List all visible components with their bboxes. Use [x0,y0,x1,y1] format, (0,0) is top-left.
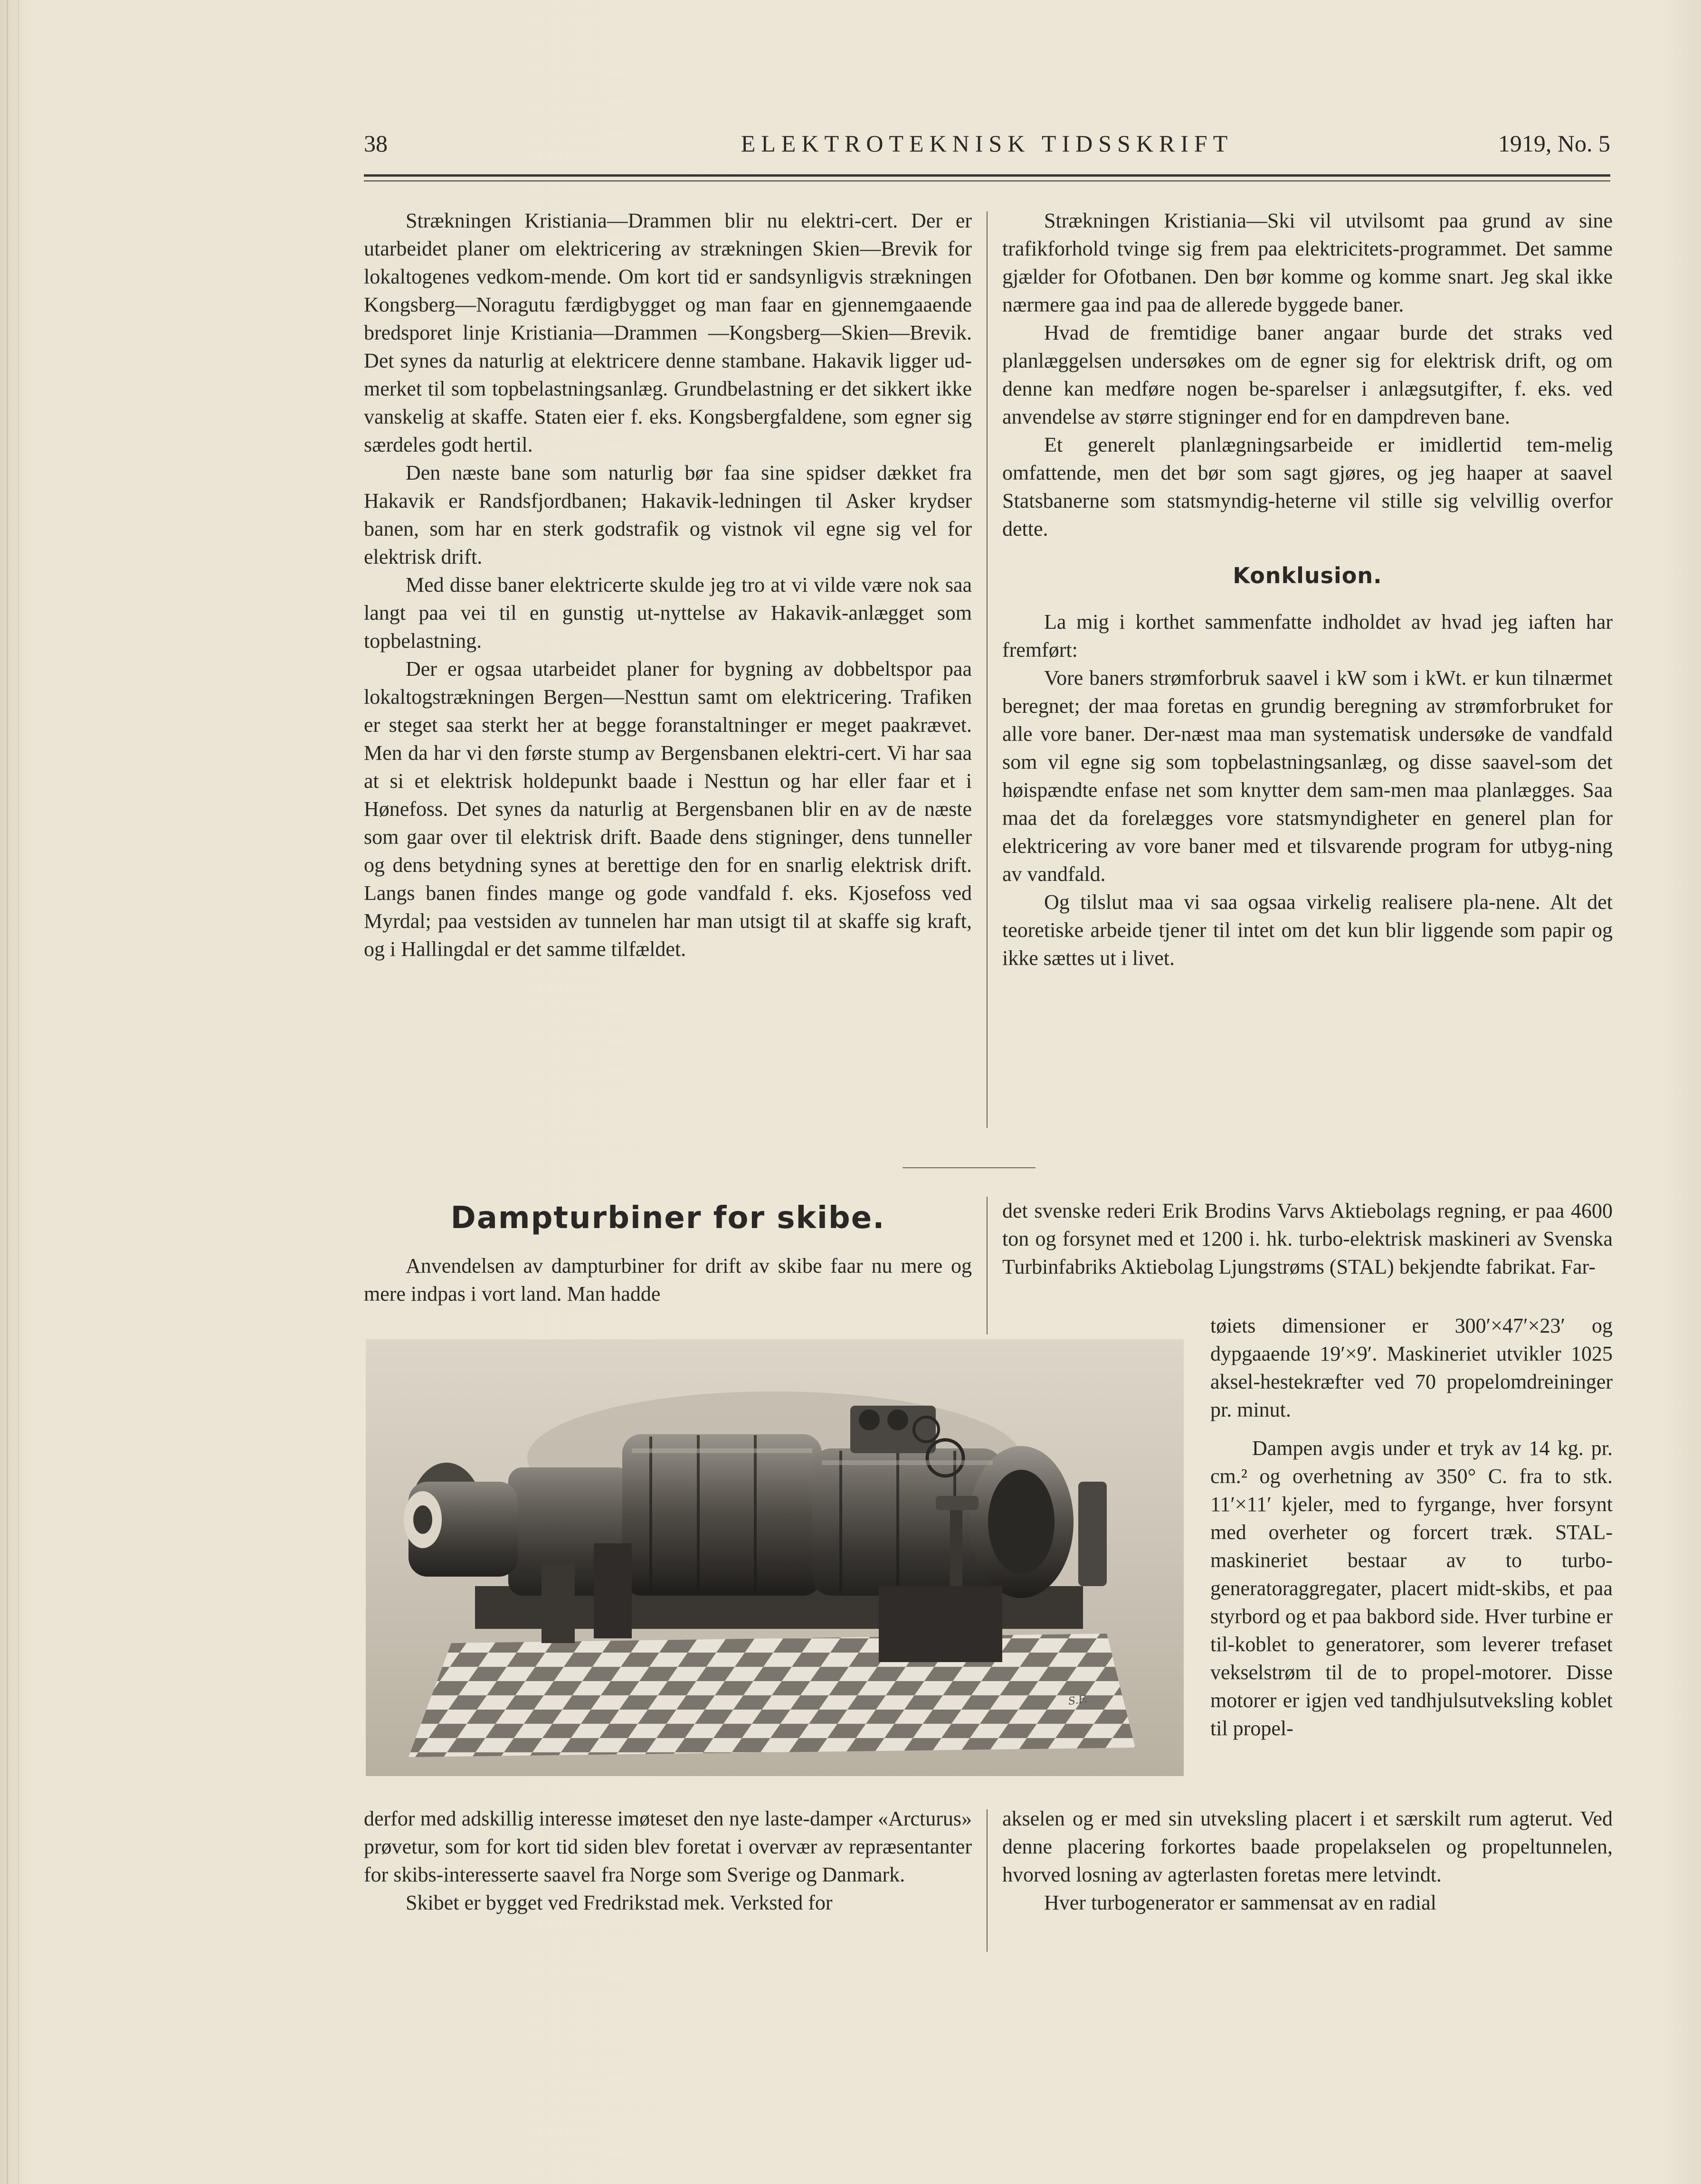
paragraph: det svenske rederi Erik Brodins Varvs Aktiebolags regning, er paa 4600 ton og forsynet med et 1200 i. hk. turbo-elektrisk maskineri av Svenska Turbinfabriks Aktiebolag Ljungstrøms (STAL) bekjendte fabrikat. Far- [1002,1199,1613,1278]
left-column-top [364,207,972,1137]
article-intro [364,1252,972,1318]
paragraph: Strækningen Kristiania—Ski vil utvilsomt paa grund av sine trafikforhold tvinge sig frem paa elektricitets-programmet. Det samme gjælder for Ofotbanen. Den bør komme og komme snart. Jeg skal ikke nærmere gaa ind paa de allerede byggede baner. [1002,209,1613,316]
right-column-top [1002,207,1613,1137]
paragraph: Og tilslut maa vi saa ogsaa virkelig realisere pla-nene. Alt det teoretiske arbeide tjener til intet om det kun blir liggende som papir og ikke sættes ut i livet. [1002,890,1613,970]
header-rule-thin [364,180,1610,181]
column-divider-bottom [987,1809,988,1952]
svg-text:S.F.: S.F. [1067,1693,1088,1708]
paragraph: Hver turbogenerator er sammensat av en radial [1044,1891,1436,1914]
paragraph: Vore baners strømforbruk saavel i kW som i kWt. er kun tilnærmet beregnet; der maa foretas en grundig beregning av strømforbruket for alle vore baner. Der-næst maa man systematisk undersøke de vandfald som vil egne sig som topbelastningsanlæg, og disse saavel-som det høispændte enfase net som knytter dem sam-men maa planlægges. Saa maa det da forelægges vore statsmyndigheter en generel plan for elektricering av vore baner med et tilsvarende program for utbyg-ning av vandfald. [1002,666,1613,886]
column-divider-mid [987,1197,988,1320]
paragraph: derfor med adskillig interesse imøteset den nye laste-damper «Arcturus» prøvetur, som for kort tid siden blev foretat i overvær av repræsentanter for skibs-interesserte saavel fra Norge som Sverige og Danmark. [364,1807,972,1886]
turbine-illustration [366,1339,1184,1776]
paragraph: akselen og er med sin utveksling placert i et særskilt rum agterut. Ved denne placering forkortes baade propelakselen og propeltunnelen, hvorved losning av agterlasten foretas mere letvindt. [1002,1807,1613,1886]
column-divider-figure [987,1320,988,1334]
page-number: 38 [364,130,388,157]
paragraph: Den næste bane som naturlig bør faa sine spidser dækket fra Hakavik er Randsfjordbanen; Hakavik-ledningen til Asker krydser banen, som har en sterk godstrafik og vistnok vil egne sig vel for elektrisk drift. [364,461,972,568]
section-separator [903,1167,1036,1168]
turbo-generator-photograph [366,1339,1184,1776]
paragraph: Der er ogsaa utarbeidet planer for bygning av dobbeltspor paa lokaltogstrækningen Bergen—Nesttun samt om elektricering. Trafiken er steget saa sterkt her at begge foranstaltninger er meget paakrævet. Men da har vi den første stump av Bergensbanen elektri-cert. Vi har saa at si et elektrisk holdepunkt baade i Nesttun og har eller faar et i Hønefoss. Det synes da naturlig at Bergensbanen blir en av de næste som gaar over til elektrisk drift. Baade dens stigninger, dens tunneller og dens betydning synes at berettige den for en snarlig elektrisk drift. Langs banen findes mange og gode vandfald f. eks. Kjosefoss ved Myrdal; paa vestsiden av tunnelen har man utsigt til at skaffe sig kraft, og i Hallingdal er det samme tilfældet. [364,657,972,961]
paragraph: Hvad de fremtidige baner angaar burde det straks ved planlæggelsen undersøkes om de egner sig for elektrisk drift, og om denne kan medføre nogen be-sparelser i anlægsutgifter, f. eks. ved anvendelse av større stigninger end for en dampdreven bane. [1002,321,1613,428]
running-header [364,124,1610,162]
issue-number: 1919, No. 5 [1498,130,1610,157]
paragraph: Strækningen Kristiania—Drammen blir nu elektri-cert. Der er utarbeidet planer om elektricering av strækningen Skien—Brevik for lokaltogenes vedkom-mende. Om kort tid er sandsynligvis strækningen Kongsberg—Noragutu færdigbygget og man faar en gjennemgaaende bredsporet linje Kristiania—Drammen —Kongsberg—Skien—Brevik. Det synes da naturlig at elektricere denne stambane. Hakavik ligger ud-merket til som topbelastningsanlæg. Grundbelastning er det sikkert ikke vanskelig at skaffe. Staten eier f. eks. Kongsbergfaldene, som egner sig særdeles godt hertil. [364,209,972,456]
article-left-bottom [364,1805,972,1966]
header-rule-thick [364,174,1610,177]
binding-edge-inner [18,0,19,2184]
journal-title: ELEKTROTEKNISK TIDSSKRIFT [741,130,1234,157]
article-right-bottom [1002,1805,1613,1966]
paragraph: Et generelt planlægningsarbeide er imidlertid tem-melig omfattende, men det bør som sagt gjøres, og jeg haaper at saavel Statsbanerne som statsmyndig-heterne vil stille sig velvillig overfor dette. [1002,433,1613,540]
article-right-narrow [1210,1312,1613,1796]
column-divider-top [987,211,988,1128]
binding-edge [7,0,8,2184]
paragraph: Skibet er bygget ved Fredrikstad mek. Verksted for [406,1891,833,1914]
paragraph: Anvendelsen av dampturbiner for drift av skibe faar nu mere og mere indpas i vort land. Man hadde [364,1254,972,1305]
paragraph: Dampen avgis under et tryk av 14 kg. pr. cm.² og overhetning av 350° C. fra to stk. 11′×11′ kjeler, med to fyrgange, hver forsynt med overheter og forcert træk. STAL-maskineriet bestaar av to turbo-generatoraggregater, placert midt-skibs, et paa styrbord og et paa bakbord side. Hver turbine er til-koblet to generatorer, som leverer trefaset vekselstrøm til de to propel-motorer. Disse motorer er igjen ved tandhjulsutveksling koblet til propel- [1210,1437,1613,1740]
article-title: Dampturbiner for skibe. [450,1201,885,1236]
paragraph: La mig i korthet sammenfatte indholdet av hvad jeg iaften har fremført: [1002,610,1613,662]
paragraph: tøiets dimensioner er 300′×47′×23′ og dypgaaende 19′×9′. Maskineriet utvikler 1025 aksel-hestekræfter ved 70 propelomdreininger pr. minut. [1210,1314,1613,1421]
paragraph: Med disse baner elektricerte skulde jeg tro at vi vilde være nok saa langt paa vei til en gunstig ut-nyttelse av Hakavik-anlægget som topbelastning. [364,573,972,652]
section-heading-konklusion: Konklusion. [1233,563,1382,588]
article-right-top [1002,1197,1613,1320]
